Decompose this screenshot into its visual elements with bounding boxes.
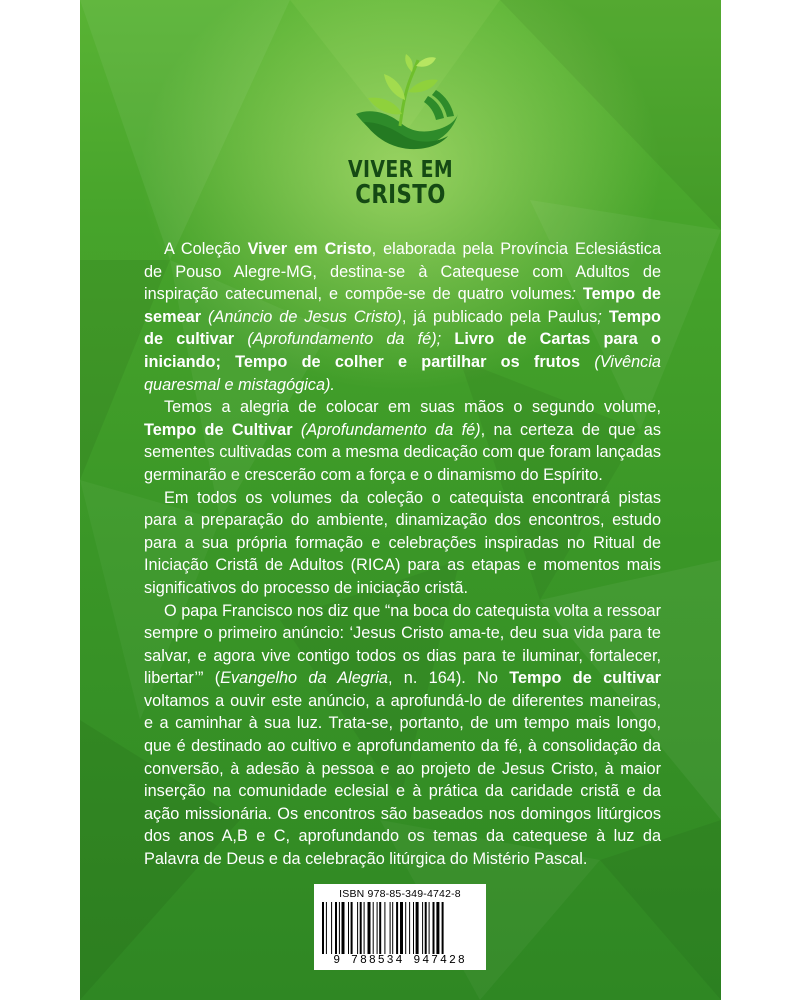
- logo-title-line1: VIVER EM: [347, 157, 454, 183]
- barcode-bar: [396, 902, 398, 954]
- barcode-bar: [425, 902, 427, 954]
- barcode-bar: [433, 902, 435, 954]
- text-run: Viver em Cristo: [247, 240, 372, 258]
- text-run: , n. 164). No: [387, 669, 510, 688]
- text-run: ;: [597, 307, 609, 326]
- isbn-barcode: [314, 884, 486, 970]
- sprout-hands-logo-icon: [350, 52, 460, 152]
- barcode-bar: [436, 902, 439, 954]
- paragraph: [144, 238, 661, 396]
- text-run: (Aprofundamento da fé): [292, 420, 481, 439]
- barcode-bar: [413, 902, 414, 954]
- text-run: (Vivência quaresmal e mistagógica).: [144, 352, 661, 394]
- barcode-bar: [384, 902, 385, 954]
- text-run: O papa Francisco nos diz que “na boca do catequista volta a ressoar sempre o primeiro anúncio: ‘Jesus Cristo ama-te, deu sua vida para te salvar, e agora vive contigo todos os dias para te iluminar, fortalecer, libertar’” (: [144, 601, 661, 688]
- barcode-bar: [392, 902, 393, 954]
- barcode-bar: [442, 902, 444, 954]
- barcode-bar: [360, 902, 362, 954]
- barcode-bar: [348, 902, 349, 954]
- barcode-bars: [322, 902, 478, 954]
- barcode-bar: [379, 902, 381, 954]
- text-run: , elaborada pela Província Eclesiástica de Pouso Alegre-MG, destina-se à Catequese com Adultos de inspiração catecumenal, e compõe-se de quatro volumes: [144, 240, 661, 304]
- text-run: Tempo de cultivar: [509, 669, 661, 688]
- logo-title-line2: CRISTO: [355, 180, 446, 210]
- barcode-bar: [326, 902, 327, 954]
- barcode-bar: [331, 902, 332, 954]
- barcode-digits: 9 788534 947428: [333, 954, 467, 967]
- paragraph: [144, 487, 661, 600]
- barcode-bar: [422, 902, 423, 954]
- barcode-bar: [351, 902, 353, 954]
- text-run: (Aprofundamento da fé);: [234, 330, 442, 349]
- description-text: [144, 238, 661, 871]
- barcode-bar: [377, 902, 378, 954]
- text-run: Evangelho da Alegria: [220, 669, 388, 688]
- barcode-bar: [335, 902, 337, 954]
- barcode-bar: [429, 902, 430, 954]
- barcode-bar: [368, 902, 371, 954]
- barcode-bar: [364, 902, 365, 954]
- barcode-bar: [405, 902, 406, 954]
- text-run: (Anúncio de Jesus Cristo): [201, 307, 402, 326]
- text-run: A Coleção: [164, 240, 248, 258]
- barcode-bar: [416, 902, 419, 954]
- text-run: Em todos os volumes da coleção o catequista encontrará pistas para a preparação do ambiente, dinamização dos encontros, estudo para a sua própria formação e celebrações inspiradas no Ritual de Iniciação Cristã de Adultos (RICA) para as etapas e momentos mais significativos do processo de iniciação cristã.: [144, 488, 661, 597]
- barcode-bar: [322, 902, 324, 954]
- paragraph: [144, 600, 661, 871]
- barcode-bar: [342, 902, 345, 954]
- text-run: Tempo de Cultivar: [144, 420, 293, 439]
- text-run: voltamos a ouvir este anúncio, a aprofundá-lo de diferentes maneiras, e a caminhar à sua luz. Trata-se, portanto, de um tempo mais longo, que é destinado ao cultivo e aprofundamento da fé, à consolidação da conversão, à adesão à pessoa e ao projeto de Jesus Cristo, à maior inserção na comunidade eclesial e à prática da caridade cristã e da ação missionária. Os encontros são baseados nos domingos litúrgicos dos anos A,B e C, aprofundando os temas da catequese à luz da Palavra de Deus e da celebração litúrgica do Mistério Pascal.: [144, 691, 661, 869]
- paragraph: [144, 396, 661, 486]
- text-run: :: [571, 285, 583, 304]
- text-run: , na certeza de que as sementes cultivadas com a mesma dedicação com que foram lançadas germinarão e crescerão com a força e o dinamismo do Espírito.: [144, 420, 661, 484]
- isbn-label: ISBN 978-85-349-4742-8: [339, 888, 461, 900]
- barcode-bar: [400, 902, 403, 954]
- text-run: Tempo de semear: [144, 285, 661, 326]
- barcode-bar: [339, 902, 340, 954]
- text-run: Tempo de cultivar: [144, 307, 661, 349]
- barcode-bar: [357, 902, 358, 954]
- text-run: , já publicado pela Paulus: [401, 307, 598, 326]
- text-run: Livro de Cartas para o iniciando; Tempo de colher e partilhar os frutos: [144, 330, 661, 371]
- back-cover: [80, 0, 721, 1000]
- barcode-bar: [390, 902, 391, 954]
- barcode-bar: [373, 902, 374, 954]
- text-run: Temos a alegria de colocar em suas mãos o segundo volume,: [164, 398, 661, 417]
- barcode-bar: [409, 902, 410, 954]
